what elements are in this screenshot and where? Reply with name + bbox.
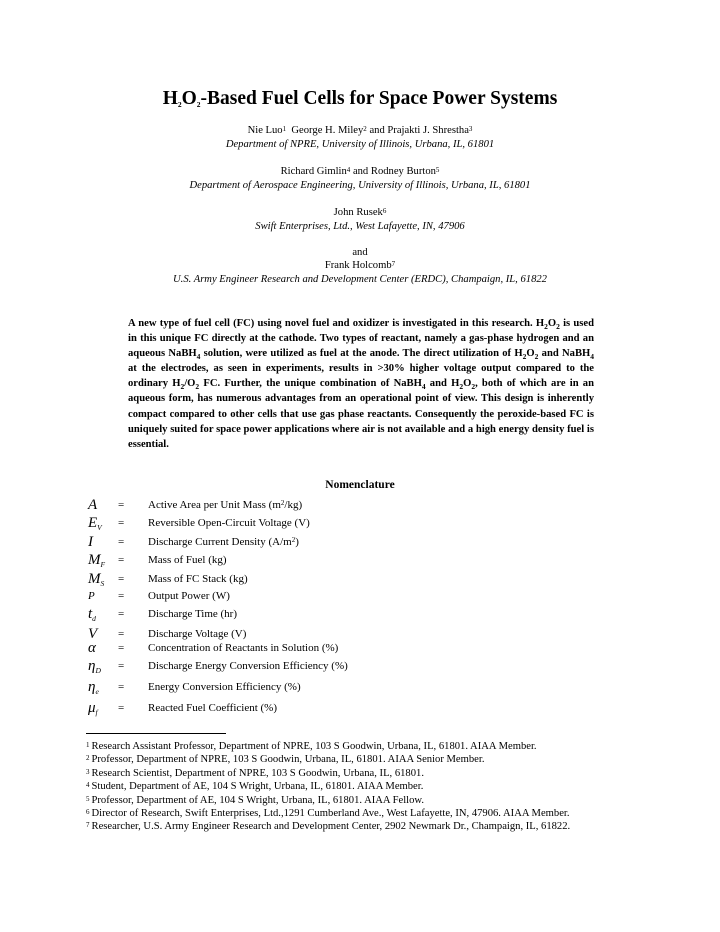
nomenclature-symbol: $t_d$	[88, 606, 96, 623]
nomenclature-definition: Concentration of Reactants in Solution (%)	[148, 642, 339, 654]
nomenclature-row-discharge-time	[0, 605, 720, 623]
affiliation-2: Department of Aerospace Engineering, University of Illinois, Urbana, IL, 61801	[189, 180, 531, 191]
nomenclature-symbol: $E_V$	[88, 515, 102, 532]
nomenclature-symbol: $M_S$	[88, 571, 105, 588]
equals-sign: =	[118, 608, 125, 620]
nomenclature-definition: Discharge Time (hr)	[148, 608, 238, 620]
equals-sign: =	[118, 590, 125, 602]
nomenclature-row-power	[0, 587, 720, 605]
nomenclature-definition: Discharge Current Density $(A/m^2)$	[148, 536, 299, 548]
nomenclature-definition: Reacted Fuel Coefficient (%)	[148, 702, 277, 714]
nomenclature-symbol: $\eta_D$	[88, 658, 101, 675]
abstract: A new type of fuel cell (FC) using novel fuel and oxidizer is investigated in this research. $H_2O_2$ is used in this unique FC directly at the cathode. Two types of reactant, namely a gas-phase hydrogen and an aqueous NaBH$_4$ solution, were utilized as fuel at the anode. The direct utilization of $H_2O_2$ and NaBH$_4$ at the electrodes, as seen in experiments, results in >30% higher voltage output compared to the ordinary $H_2/O_2$ FC. Further, the unique combination of NaBH$_4$ and $H_2O_2$, both of which are in an aqueous form, has numerous advantages from an operational point of view. This design is inherently compact compared to other cells that use gas phase reactants. Consequently the peroxide-based FC is uniquely suited for space power applications where air is not available and a high energy density fuel is essential.	[128, 318, 595, 450]
nomenclature-definition: Output Power (W)	[148, 590, 230, 602]
nomenclature-row-voltage	[0, 514, 720, 532]
affiliation-3: Swift Enterprises, Ltd., West Lafayette, IN, 47906	[255, 221, 465, 232]
paper-title: $H_2O_2$-Based Fuel Cells for Space Power Systems	[162, 88, 558, 109]
footnote-4: $^4$ Student, Department of AE, 104 S Wright, Urbana, IL, 61801. AIAA Member.	[86, 781, 424, 793]
nomenclature-definition: Mass of FC Stack (kg)	[148, 573, 248, 585]
nomenclature-heading: Nomenclature	[325, 479, 395, 491]
equals-sign: =	[118, 517, 125, 529]
footnote-5: $^5$ Professor, Department of AE, 104 S Wright, Urbana, IL, 61801. AIAA Fellow.	[86, 794, 425, 806]
nomenclature-row-reacted-fuel	[0, 699, 720, 717]
affiliation-1: Department of NPRE, University of Illinois, Urbana, IL, 61801	[225, 139, 495, 150]
footnote-divider	[86, 733, 226, 734]
nomenclature-symbol: $\eta_e$	[88, 679, 99, 696]
nomenclature-definition: Mass of Fuel (kg)	[148, 554, 227, 566]
author-and: and	[352, 247, 368, 258]
nomenclature-definition: Discharge Voltage (V)	[148, 628, 247, 640]
affiliation-4: U.S. Army Engineer Research and Development Center (ERDC), Champaign, IL, 61822	[173, 274, 547, 285]
equals-sign: =	[118, 573, 125, 585]
nomenclature-symbol: P	[88, 590, 95, 602]
author-line-3: John Rusek$^6$	[333, 207, 387, 218]
nomenclature-symbol: α	[88, 640, 96, 656]
nomenclature-row-discharge-efficiency	[0, 657, 720, 675]
footnote-6: $^6$ Director of Research, Swift Enterprises, Ltd.,1291 Cumberland Ave., West Lafayette, IN, 47906. AIAA Member.	[86, 808, 570, 820]
nomenclature-definition: Active Area per Unit Mass $(m^2/kg)$	[148, 499, 303, 511]
footnote-7: $^7$ Researcher, U.S. Army Engineer Research and Development Center, 2902 Newmark Dr., Champaign, IL, 61822.	[86, 821, 571, 833]
nomenclature-definition: Discharge Energy Conversion Efficiency (%)	[148, 660, 348, 672]
equals-sign: =	[118, 702, 125, 714]
nomenclature-symbol: V	[88, 626, 98, 642]
author-line-4: Frank Holcomb$^7$	[324, 260, 396, 271]
nomenclature-symbol: $\mu_f$	[88, 700, 98, 717]
nomenclature-row-stack-mass	[0, 570, 720, 588]
equals-sign: =	[118, 499, 125, 511]
equals-sign: =	[118, 660, 125, 672]
author-line-2: Richard Gimlin$^4$ and Rodney Burton$^5$	[280, 166, 440, 177]
nomenclature-symbol: I	[88, 534, 93, 550]
footnote-2: $^2$ Professor, Department of NPRE, 103 S Goodwin, Urbana, IL, 61801. AIAA Senior Member.	[86, 754, 485, 766]
equals-sign: =	[118, 536, 125, 548]
footnotes	[86, 740, 686, 834]
equals-sign: =	[118, 628, 125, 640]
nomenclature-symbol: A	[88, 497, 98, 513]
footnote-3: $^3$ Research Scientist, Department of NPRE, 103 S Goodwin, Urbana, IL, 61801.	[86, 767, 424, 779]
nomenclature-row-energy-efficiency	[0, 678, 720, 696]
nomenclature-row-fuel-mass	[0, 551, 720, 569]
equals-sign: =	[118, 642, 125, 654]
nomenclature-symbol: $M_F$	[88, 552, 106, 569]
nomenclature-row-concentration	[0, 639, 720, 657]
nomenclature-row-current-density	[0, 533, 720, 551]
equals-sign: =	[118, 681, 125, 693]
nomenclature-definition: Reversible Open-Circuit Voltage (V)	[148, 517, 310, 529]
author-line-1: Nie Luo$^1$ George H. Miley$^2$ and Prajakti J. Shrestha$^3$	[247, 125, 473, 136]
footnote-1: $^1$ Research Assistant Professor, Department of NPRE, 103 S Goodwin, Urbana, IL, 61801. AIAA Member.	[86, 741, 537, 752]
nomenclature-row-active-area	[0, 496, 720, 514]
nomenclature-definition: Energy Conversion Efficiency (%)	[148, 681, 301, 693]
equals-sign: =	[118, 554, 125, 566]
